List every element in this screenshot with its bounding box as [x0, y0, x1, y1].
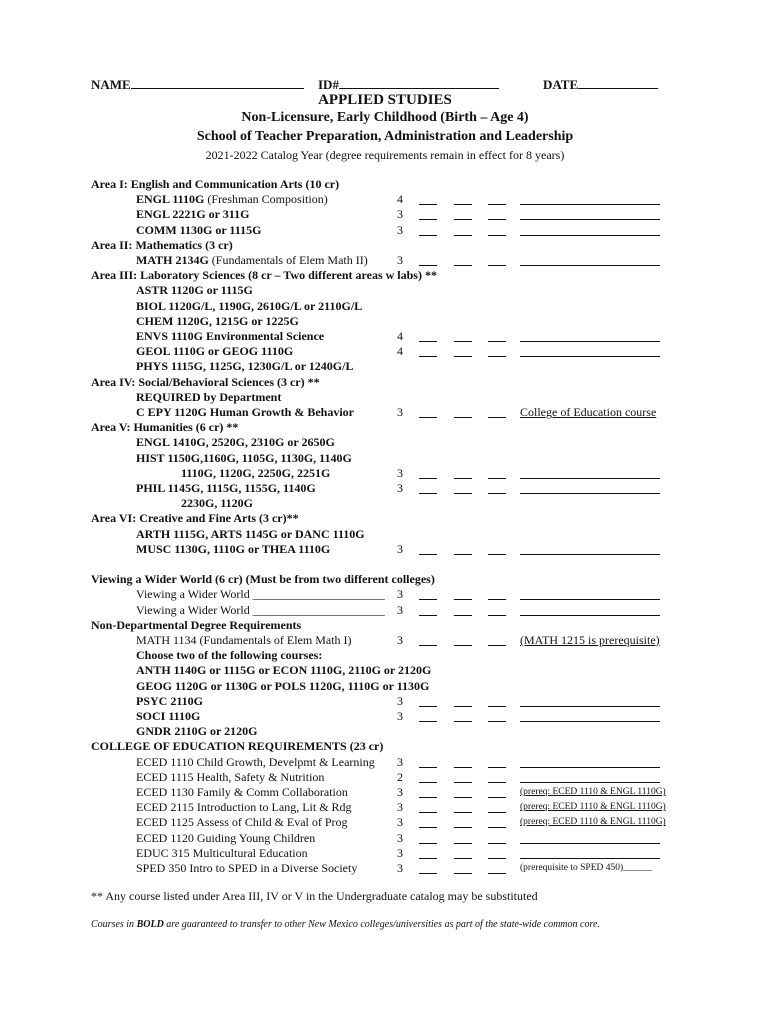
- hours-blank[interactable]: [488, 782, 506, 783]
- term-blank[interactable]: [419, 219, 437, 220]
- course-text: BIOL 1120G/L, 1190G, 2610G/L or 2110G/L: [136, 298, 363, 313]
- section-heading: Area IV: Social/Behavioral Sciences (3 cr) **: [91, 374, 320, 389]
- requirement-row: [0, 755, 770, 770]
- requirement-row: [0, 511, 770, 526]
- course-note: (prereq: ECED 1110 & ENGL 1110G): [520, 817, 666, 828]
- requirement-row: [0, 831, 770, 846]
- requirement-row: [0, 800, 770, 815]
- section-heading: Area I: English and Communication Arts (10 cr): [91, 177, 340, 191]
- requirement-row: [0, 253, 770, 268]
- requirement-row: [0, 663, 770, 678]
- term-blank[interactable]: [419, 827, 437, 828]
- grade-blank[interactable]: [454, 706, 472, 707]
- notes-blank[interactable]: [520, 721, 660, 722]
- term-blank[interactable]: [419, 554, 437, 555]
- course-text: Viewing a Wider World ______________________: [136, 602, 385, 617]
- requirement-row: [0, 679, 770, 694]
- credit-hours: 3: [397, 830, 403, 845]
- term-blank[interactable]: [419, 706, 437, 707]
- course-note: (prerequisite to SPED 450)______: [520, 863, 652, 873]
- grade-blank[interactable]: [454, 356, 472, 357]
- requirement-row: [0, 572, 770, 587]
- term-blank[interactable]: [419, 797, 437, 798]
- date-label: DATE: [543, 77, 579, 92]
- hours-blank[interactable]: [488, 235, 506, 236]
- grade-blank[interactable]: [454, 812, 472, 813]
- credit-hours: 3: [397, 481, 403, 495]
- credit-hours: 3: [397, 587, 403, 602]
- requirement-row: [0, 709, 770, 724]
- catalog-year: 2021-2022 Catalog Year (degree requirements remain in effect for 8 years): [205, 148, 565, 162]
- credit-hours: 3: [397, 845, 403, 860]
- requirement-row: [0, 420, 770, 435]
- course-text: Viewing a Wider World ______________________: [136, 587, 385, 602]
- course-text: MUSC 1130G, 1110G or THEA 1110G: [136, 541, 331, 556]
- requirement-row: [0, 299, 770, 314]
- requirement-row: [0, 603, 770, 618]
- notes-blank[interactable]: [520, 554, 660, 555]
- course-text: SPED 350 Intro to SPED in a Diverse Society: [136, 861, 358, 875]
- credit-hours: 3: [397, 709, 403, 723]
- date-field[interactable]: [543, 76, 658, 93]
- term-blank[interactable]: [419, 356, 437, 357]
- grade-blank[interactable]: [454, 554, 472, 555]
- credit-hours: 3: [397, 207, 403, 222]
- transfer-note: [91, 919, 600, 930]
- hours-blank[interactable]: [488, 858, 506, 859]
- hours-blank[interactable]: [488, 797, 506, 798]
- course-text: HIST 1150G,1160G, 1105G, 1130G, 1140G: [136, 450, 352, 465]
- hours-blank[interactable]: [488, 204, 506, 205]
- credit-hours: 4: [397, 329, 403, 343]
- grade-blank[interactable]: [454, 478, 472, 479]
- requirement-row: [0, 390, 770, 405]
- term-blank[interactable]: [419, 265, 437, 266]
- requirement-row: [0, 633, 770, 648]
- requirement-row: [0, 739, 770, 754]
- grade-blank[interactable]: [454, 265, 472, 266]
- section-heading: Viewing a Wider World (6 cr) (Must be from two different colleges): [91, 572, 435, 587]
- term-blank[interactable]: [419, 812, 437, 813]
- credit-hours: 3: [397, 541, 403, 556]
- name-blank[interactable]: [131, 76, 304, 89]
- course-text: C EPY 1120G Human Growth & Behavior: [136, 405, 355, 419]
- grade-blank[interactable]: [454, 341, 472, 342]
- id-label: ID#: [318, 77, 339, 92]
- requirement-row: [0, 618, 770, 633]
- term-blank[interactable]: [419, 721, 437, 722]
- course-text: ANTH 1140G or 1115G or ECON 1110G, 2110G or 2120G: [136, 663, 432, 678]
- notes-blank[interactable]: [520, 858, 660, 859]
- term-blank[interactable]: [419, 858, 437, 859]
- course-text: ECED 1110 Child Growth, Develpmt & Learning: [136, 754, 375, 769]
- requirement-row: [0, 177, 770, 192]
- course-text: ECED 1125 Assess of Child & Eval of Prog: [136, 815, 348, 830]
- term-blank[interactable]: [419, 341, 437, 342]
- requirement-row: [0, 192, 770, 207]
- course-text: SOCI 1110G: [136, 709, 201, 723]
- section-heading: COLLEGE OF EDUCATION REQUIREMENTS (23 cr): [91, 739, 384, 754]
- hours-blank[interactable]: [488, 615, 506, 616]
- grade-blank[interactable]: [454, 599, 472, 600]
- notes-blank[interactable]: [520, 478, 660, 479]
- course-note: (prereq: ECED 1110 & ENGL 1110G): [520, 802, 666, 813]
- school-name: School of Teacher Preparation, Administration and Leadership: [196, 129, 574, 144]
- grade-blank[interactable]: [454, 645, 472, 646]
- grade-blank[interactable]: [454, 204, 472, 205]
- course-text: PSYC 2110G: [136, 693, 204, 708]
- section-heading: Non-Departmental Degree Requirements: [91, 617, 302, 632]
- credit-hours: 3: [397, 800, 403, 815]
- date-blank[interactable]: [578, 76, 658, 89]
- course-text: ECED 2115 Introduction to Lang, Lit & Rdg: [136, 800, 352, 815]
- notes-blank[interactable]: [520, 219, 660, 220]
- hours-blank[interactable]: [488, 721, 506, 722]
- notes-blank[interactable]: [520, 767, 660, 768]
- hours-blank[interactable]: [488, 356, 506, 357]
- term-blank[interactable]: [419, 493, 437, 494]
- notes-blank[interactable]: [520, 204, 660, 205]
- requirement-row: [0, 466, 770, 481]
- requirement-row: [0, 314, 770, 329]
- notes-blank[interactable]: [520, 341, 660, 342]
- requirement-row: [0, 527, 770, 542]
- requirement-row: [0, 770, 770, 785]
- term-blank[interactable]: [419, 645, 437, 646]
- course-text: ECED 1120 Guiding Young Children: [136, 830, 316, 845]
- credit-hours: 3: [397, 633, 403, 647]
- notes-blank[interactable]: [520, 493, 660, 494]
- grade-blank[interactable]: [454, 235, 472, 236]
- course-text: PHYS 1115G, 1125G, 1230G/L or 1240G/L: [136, 359, 354, 374]
- grade-blank[interactable]: [454, 417, 472, 418]
- grade-blank[interactable]: [454, 858, 472, 859]
- requirement-row: [0, 435, 770, 450]
- term-blank[interactable]: [419, 767, 437, 768]
- hours-blank[interactable]: [488, 219, 506, 220]
- hours-blank[interactable]: [488, 767, 506, 768]
- course-text: 1110G, 1120G, 2250G, 2251G: [181, 465, 331, 480]
- credit-hours: 3: [397, 693, 403, 708]
- hours-blank[interactable]: [488, 812, 506, 813]
- requirement-row: [0, 542, 770, 557]
- transfer-note-text: Courses in BOLD are guaranteed to transfer to other New Mexico colleges/universities as part of the state-wide common core.: [91, 919, 600, 930]
- requirement-row: [0, 359, 770, 374]
- requirement-row: [0, 329, 770, 344]
- course-text: ECED 1130 Family & Comm Collaboration: [136, 785, 348, 799]
- hours-blank[interactable]: [488, 417, 506, 418]
- requirement-row: [0, 375, 770, 390]
- term-blank[interactable]: [419, 843, 437, 844]
- term-blank[interactable]: [419, 417, 437, 418]
- requirement-row: [0, 815, 770, 830]
- notes-blank[interactable]: [520, 356, 660, 357]
- grade-blank[interactable]: [454, 797, 472, 798]
- hours-blank[interactable]: [488, 478, 506, 479]
- hours-blank[interactable]: [488, 554, 506, 555]
- requirement-row: [0, 496, 770, 511]
- requirement-row: [0, 283, 770, 298]
- course-text: GNDR 2110G or 2120G: [136, 724, 258, 739]
- name-label: NAME: [91, 77, 131, 92]
- term-blank[interactable]: [419, 235, 437, 236]
- requirement-row: [0, 846, 770, 861]
- course-text: ENGL 2221G or 311G: [136, 207, 250, 222]
- requirement-row: [0, 223, 770, 238]
- course-text: ARTH 1115G, ARTS 1145G or DANC 1110G: [136, 526, 365, 541]
- credit-hours: 3: [397, 602, 403, 617]
- course-text: ENGL 1110G (Freshman Composition): [136, 192, 328, 207]
- term-blank[interactable]: [419, 478, 437, 479]
- grade-blank[interactable]: [454, 721, 472, 722]
- requirement-row: [0, 587, 770, 602]
- credit-hours: 3: [397, 815, 403, 830]
- term-blank[interactable]: [419, 204, 437, 205]
- name-field[interactable]: [91, 76, 304, 93]
- course-text: GEOG 1120G or 1130G or POLS 1120G, 1110G or 1130G: [136, 678, 430, 693]
- notes-blank[interactable]: [520, 265, 660, 266]
- requirement-row: [0, 724, 770, 739]
- hours-blank[interactable]: [488, 493, 506, 494]
- requirement-row: [0, 405, 770, 420]
- grade-blank[interactable]: [454, 615, 472, 616]
- credit-hours: 3: [397, 405, 403, 419]
- requirement-row: [0, 694, 770, 709]
- grade-blank[interactable]: [454, 767, 472, 768]
- section-heading: Area III: Laboratory Sciences (8 cr – Two different areas w labs) **: [91, 268, 437, 283]
- course-note: (MATH 1215 is prerequisite): [520, 633, 660, 647]
- course-text: EDUC 315 Multicultural Education: [136, 845, 308, 860]
- notes-blank[interactable]: [520, 706, 660, 707]
- grade-blank[interactable]: [454, 782, 472, 783]
- course-text: ENGL 1410G, 2520G, 2310G or 2650G: [136, 435, 335, 450]
- credit-hours: 4: [397, 192, 403, 207]
- requirement-row: [0, 648, 770, 663]
- hours-blank[interactable]: [488, 827, 506, 828]
- course-text: Choose two of the following courses:: [136, 648, 323, 663]
- hours-blank[interactable]: [488, 645, 506, 646]
- credit-hours: 3: [397, 754, 403, 769]
- grade-blank[interactable]: [454, 827, 472, 828]
- program-title: APPLIED STUDIES: [318, 92, 452, 108]
- course-text: 2230G, 1120G: [181, 496, 254, 511]
- notes-blank[interactable]: [520, 599, 660, 600]
- requirement-row: [0, 861, 770, 876]
- term-blank[interactable]: [419, 782, 437, 783]
- course-text: ASTR 1120G or 1115G: [136, 283, 253, 298]
- term-blank[interactable]: [419, 873, 437, 874]
- hours-blank[interactable]: [488, 706, 506, 707]
- course-text: COMM 1130G or 1115G: [136, 222, 262, 237]
- notes-blank[interactable]: [520, 235, 660, 236]
- course-text: PHIL 1145G, 1115G, 1155G, 1140G: [136, 481, 316, 495]
- requirement-row: [0, 344, 770, 359]
- section-heading: Area V: Humanities (6 cr) **: [91, 420, 239, 435]
- course-note: College of Education course: [520, 405, 657, 419]
- requirement-row: [0, 268, 770, 283]
- notes-blank[interactable]: [520, 615, 660, 616]
- requirement-row: [0, 451, 770, 466]
- credit-hours: 3: [397, 222, 403, 237]
- course-text: MATH 1134 (Fundamentals of Elem Math I): [136, 633, 352, 647]
- hours-blank[interactable]: [488, 341, 506, 342]
- term-blank[interactable]: [419, 615, 437, 616]
- credit-hours: 3: [397, 785, 403, 799]
- hours-blank[interactable]: [488, 599, 506, 600]
- requirement-row: [0, 557, 770, 572]
- course-text: ECED 1115 Health, Safety & Nutrition: [136, 769, 325, 784]
- course-text: MATH 2134G (Fundamentals of Elem Math II): [136, 253, 368, 267]
- course-text: CHEM 1120G, 1215G or 1225G: [136, 313, 299, 328]
- grade-blank[interactable]: [454, 219, 472, 220]
- substitution-footnote: ** Any course listed under Area III, IV or V in the Undergraduate catalog may be substituted: [91, 889, 538, 903]
- course-text: GEOL 1110G or GEOG 1110G: [136, 344, 294, 359]
- grade-blank[interactable]: [454, 843, 472, 844]
- section-heading: Area VI: Creative and Fine Arts (3 cr)**: [91, 511, 299, 526]
- hours-blank[interactable]: [488, 265, 506, 266]
- credit-hours: 3: [397, 465, 403, 480]
- id-blank[interactable]: [339, 76, 499, 89]
- requirement-row: [0, 481, 770, 496]
- notes-blank[interactable]: [520, 782, 660, 783]
- requirement-row: [0, 207, 770, 222]
- program-subtitle: Non-Licensure, Early Childhood (Birth – Age 4): [241, 110, 529, 125]
- notes-blank[interactable]: [520, 843, 660, 844]
- requirement-row: [0, 238, 770, 253]
- grade-blank[interactable]: [454, 873, 472, 874]
- grade-blank[interactable]: [454, 493, 472, 494]
- id-field[interactable]: [318, 76, 499, 93]
- hours-blank[interactable]: [488, 873, 506, 874]
- course-text: REQUIRED by Department: [136, 389, 282, 404]
- credit-hours: 3: [397, 253, 403, 267]
- hours-blank[interactable]: [488, 843, 506, 844]
- course-text: ENVS 1110G Environmental Science: [136, 329, 325, 343]
- credit-hours: 3: [397, 861, 403, 875]
- credit-hours: 2: [397, 769, 403, 784]
- requirement-row: [0, 785, 770, 800]
- course-note: (prereq: ECED 1110 & ENGL 1110G): [520, 787, 666, 797]
- credit-hours: 4: [397, 344, 403, 359]
- section-heading: Area II: Mathematics (3 cr): [91, 237, 233, 252]
- term-blank[interactable]: [419, 599, 437, 600]
